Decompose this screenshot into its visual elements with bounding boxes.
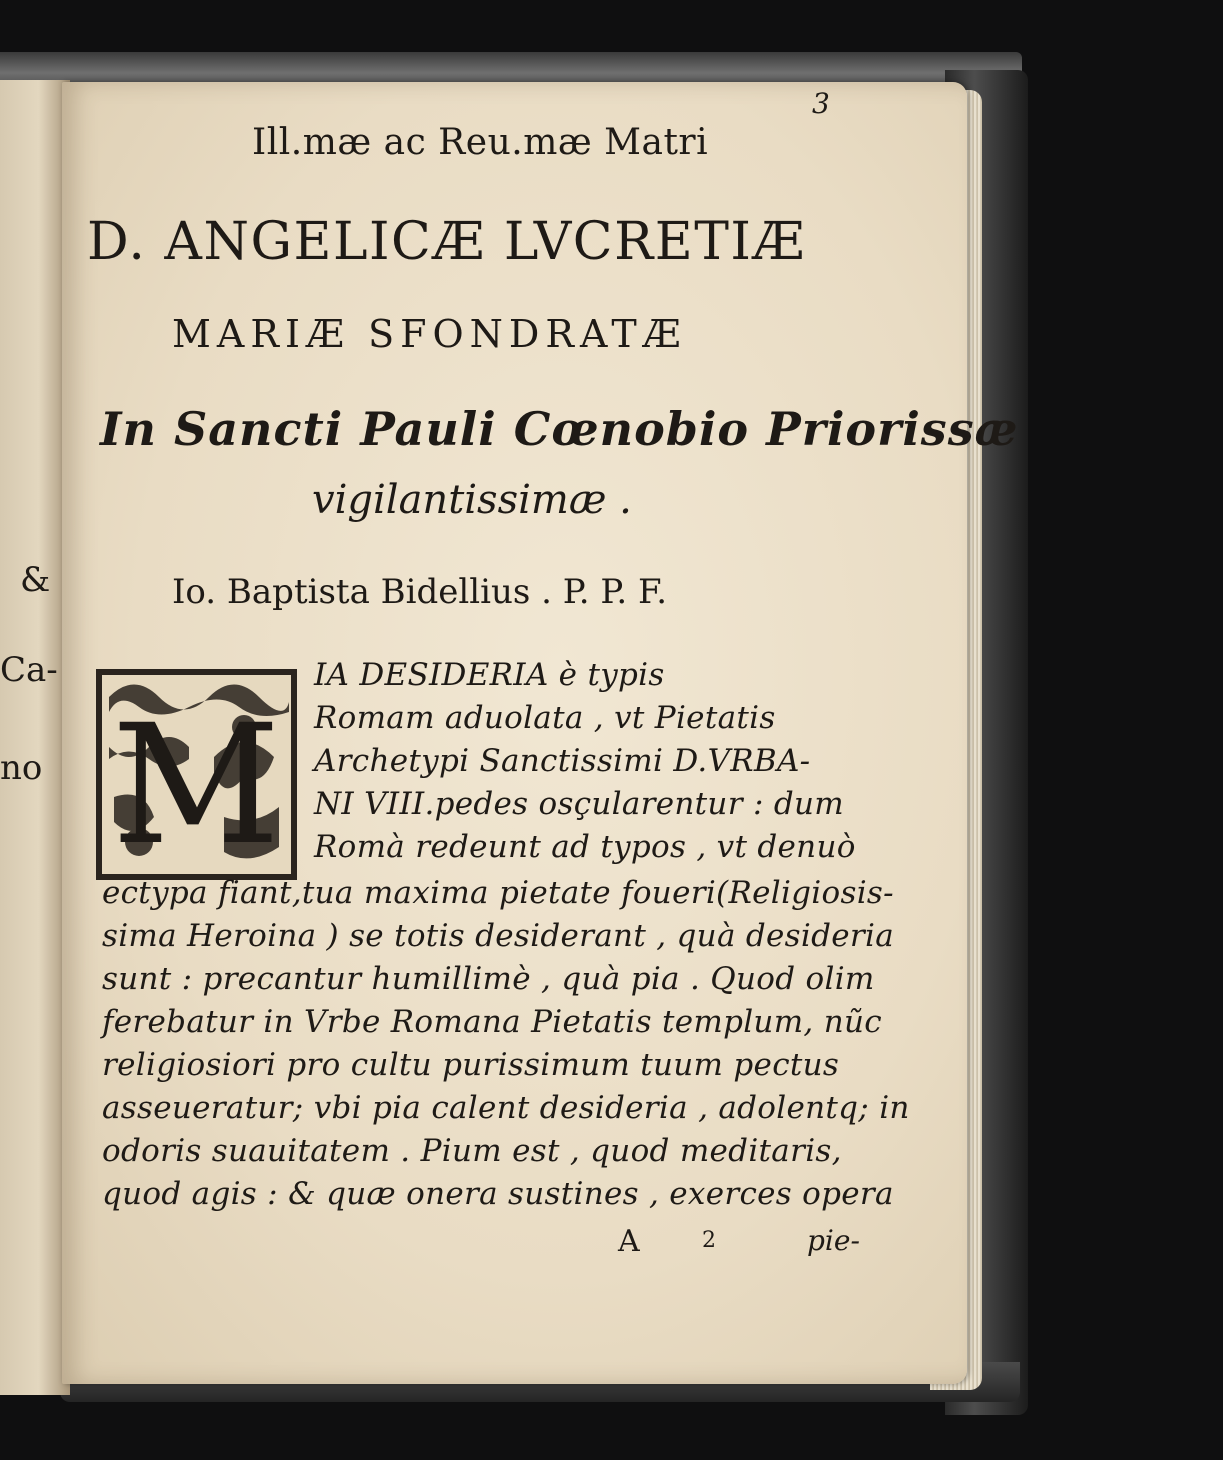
body-line: asseueratur; vbi pia calent desideria , adolentq; in [102, 1090, 910, 1126]
catchword: pie- [807, 1224, 860, 1257]
body-line: sima Heroina ) se totis desiderant , quà desideria [102, 918, 894, 954]
body-line: odoris suauitatem . Pium est , quod meditaris, [102, 1133, 842, 1169]
body-line: quod agis : & quæ onera sustines , exerces opera [102, 1176, 894, 1212]
dedicatee-name-line-1: D. ANGELICÆ LVCRETIÆ [87, 212, 806, 272]
facing-page-left [0, 80, 70, 1395]
body-line: religiosiori pro cultu purissimum tuum pectus [102, 1047, 840, 1083]
decorated-initial [94, 667, 299, 882]
body-line: IA DESIDERIA è typis [314, 657, 665, 693]
body-line: Romà redeunt ad typos , vt denuò [314, 829, 856, 865]
author-line: Io. Baptista Bidellius . P. P. F. [172, 572, 668, 612]
dedicatee-title-line-2: vigilantissimæ . [312, 477, 632, 523]
body-line: NI VIII.pedes osçularentur : dum [314, 786, 844, 822]
body-line: ferebatur in Vrbe Romana Pietatis templum, nũc [102, 1004, 882, 1040]
signature-number: 2 [702, 1228, 716, 1253]
dedicatee-name-line-2: MARIÆ SFONDRATÆ [172, 312, 687, 356]
dedicatee-title-line-1: In Sancti Pauli Cœnobio Priorissæ [100, 402, 1019, 456]
printed-page [62, 82, 1019, 1384]
left-page-fragment: no [0, 748, 43, 788]
woodcut-initial-icon [94, 667, 299, 882]
svg-text:M: M [111, 689, 281, 881]
page-number: 3 [812, 87, 830, 120]
signature-mark: A [618, 1224, 640, 1259]
body-line: Archetypi Sanctissimi D.VRBA- [314, 743, 811, 779]
left-page-fragment: & [20, 560, 51, 600]
body-line: Romam aduolata , vt Pietatis [314, 700, 776, 736]
left-page-fragment: Ca- [0, 650, 58, 690]
body-line: ectypa fiant,tua maxima pietate foueri(Religiosis- [102, 875, 894, 911]
dedication-line: Ill.mæ ac Reu.mæ Matri [252, 122, 709, 163]
body-line: sunt : precantur humillimè , quà pia . Quod olim [102, 961, 875, 997]
